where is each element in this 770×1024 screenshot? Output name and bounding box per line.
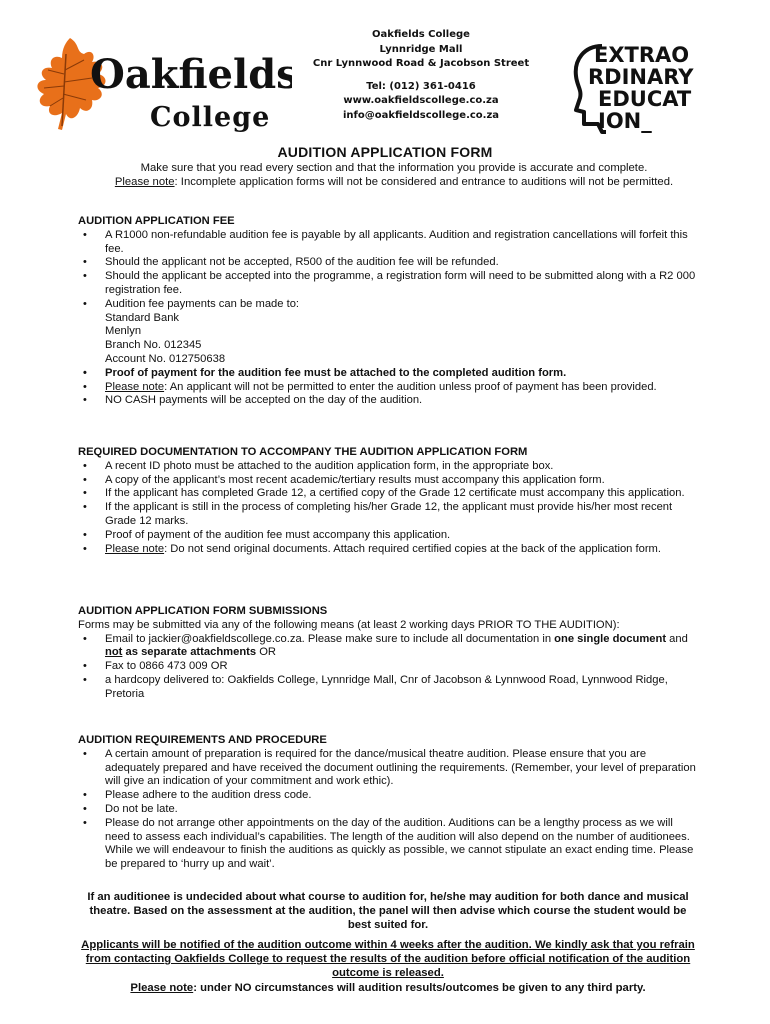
documentation-item: • If the applicant is still in the process of completing his/her Grade 12, the applicant must provide his/her most recent Grade 12 marks. [78, 501, 698, 529]
documentation-item: • A recent ID photo must be attached to the audition application form, in the appropriate box. [78, 460, 698, 474]
fee-heading: AUDITION APPLICATION FEE [78, 215, 235, 227]
telephone: Tel: (012) 361-0416 [366, 80, 476, 92]
fee-item: • NO CASH payments will be accepted on the day of the audition. [78, 394, 698, 408]
fee-item: • Proof of payment for the audition fee must be attached to the completed audition form. [78, 367, 698, 381]
please-note-label: Please note [105, 542, 165, 555]
bank-intro: • Audition fee payments can be made to: [105, 297, 300, 310]
fee-item: • A R1000 non-refundable audition fee is payable by all applicants. Audition and registration cancellations will forfeit this fee. [78, 229, 698, 257]
please-note-label: Please note [114, 176, 175, 188]
emphasis: one single document [554, 632, 667, 645]
requirement-item: • Please adhere to the audition dress code. [78, 789, 698, 803]
documentation-note: : Do not send original documents. Attach required certified copies at the back of the application form. [164, 542, 661, 555]
fee-item-bank-details [78, 298, 698, 367]
requirement-item: • Do not be late. [78, 803, 698, 817]
account-number: Account No. 012750638 [105, 352, 226, 365]
intro-line1: Make sure that you read every section and that the information you provide is accurate and complete. [140, 162, 648, 174]
page-title: AUDITION APPLICATION FORM [277, 144, 493, 160]
website-link[interactable]: www.oakfieldscollege.co.za [343, 95, 499, 106]
emphasis: not [105, 646, 123, 659]
requirements-section [78, 734, 698, 872]
branch-number: Branch No. 012345 [105, 339, 202, 352]
documentation-item: • A copy of the applicant’s most recent academic/tertiary results must accompany this application form. [78, 474, 698, 488]
email-link[interactable]: info@oakfieldscollege.co.za [342, 109, 500, 121]
oakfields-logo [22, 30, 292, 140]
please-note-label: Please note [105, 380, 165, 393]
svg-text:EDUCAT: EDUCAT [598, 87, 692, 111]
contact-header [290, 28, 552, 123]
address-line1: Lynnridge Mall [379, 43, 463, 55]
documentation-item [78, 543, 698, 557]
svg-text:Oakfields: Oakfields [90, 51, 292, 98]
submissions-heading: AUDITION APPLICATION FORM SUBMISSIONS [78, 605, 328, 617]
submission-item-email [78, 633, 698, 661]
submission-item-hardcopy: • a hardcopy delivered to: Oakfields College, Lynnridge Mall, Cnr of Jacobson & Lynnwood Road, Lynnwood Ridge, Pretoria [78, 674, 698, 702]
college-name: Oakfields College [372, 29, 470, 40]
svg-text:College: College [150, 102, 271, 133]
requirement-item: • Please do not arrange other appointments on the day of the audition. Auditions can be a lengthy process as we will need to assess each individual’s capabilities. The length of the audition will also depend on the number of auditionees. While we will endeavour to finish the auditions as quickly as possible, we cannot stipulate an exact ending time. Please be prepared to ‘hurry up and wait’. [78, 817, 698, 872]
fee-section [78, 215, 698, 408]
email-text: OR [256, 646, 276, 659]
requirements-heading: AUDITION REQUIREMENTS AND PROCEDURE [78, 734, 327, 746]
fee-note: : An applicant will not be permitted to enter the audition unless proof of payment has been provided. [164, 380, 657, 393]
svg-text:EXTRAO: EXTRAO [594, 43, 690, 67]
submission-item-fax: • Fax to 0866 473 009 OR [78, 660, 698, 674]
email-text: and [666, 632, 688, 645]
emphasis: as separate attachments [122, 646, 257, 659]
svg-text:ION_: ION_ [598, 109, 652, 133]
address-line2: Cnr Lynnwood Road & Jacobson Street [312, 58, 530, 69]
documentation-section [78, 446, 698, 556]
bank-name: Standard Bank [105, 311, 180, 324]
extraordinary-education-logo [572, 40, 722, 135]
documentation-item: • If the applicant has completed Grade 12, a certified copy of the Grade 12 certificate must accompany this application. [78, 487, 698, 501]
intro-line2: : Incomplete application forms will not be considered and entrance to auditions will not be permitted. [174, 176, 674, 188]
submissions-section [78, 605, 698, 702]
fee-item: • Should the applicant be accepted into the programme, a registration form will need to be submitted along with a R2 000 registration fee. [78, 270, 698, 298]
documentation-heading: REQUIRED DOCUMENTATION TO ACCOMPANY THE AUDITION APPLICATION FORM [78, 446, 528, 458]
branch-name: Menlyn [105, 325, 142, 338]
please-note-label: Please note [130, 981, 194, 994]
closing-paragraph-2: Applicants will be notified of the audition outcome within 4 weeks after the audition. We kindly ask that you refrain from contacting Oakfields College to request the results of the audition before official notification of the audition outcome is released. [81, 939, 695, 980]
closing-paragraph-1: If an auditionee is undecided about what course to audition for, he/she may audition for both dance and musical theatre. Based on the assessment at the audition, the panel will then advise which course the student would be best suited for. [87, 891, 689, 932]
submissions-intro: Forms may be submitted via any of the following means (at least 2 working days PRIOR TO THE AUDITION): [78, 618, 620, 631]
documentation-item: • Proof of payment of the audition fee must accompany this application. [78, 529, 698, 543]
fee-item: • Should the applicant not be accepted, R500 of the audition fee will be refunded. [78, 256, 698, 270]
fee-item [78, 381, 698, 395]
email-text: Email to jackier@oakfieldscollege.co.za. Please make sure to include all documentation in [105, 632, 555, 645]
requirement-item: • A certain amount of preparation is required for the dance/musical theatre audition. Please ensure that you are adequately prepared and have received the document outlining the requirements. (Remember, your level of preparation will give an indication of your commitment and work ethic). [78, 748, 698, 789]
closing-notice [78, 938, 698, 995]
svg-text:RDINARY: RDINARY [588, 65, 694, 89]
closing-paragraph-3: : under NO circumstances will audition results/outcomes be given to any third party. [193, 981, 646, 994]
intro-text [100, 161, 688, 189]
